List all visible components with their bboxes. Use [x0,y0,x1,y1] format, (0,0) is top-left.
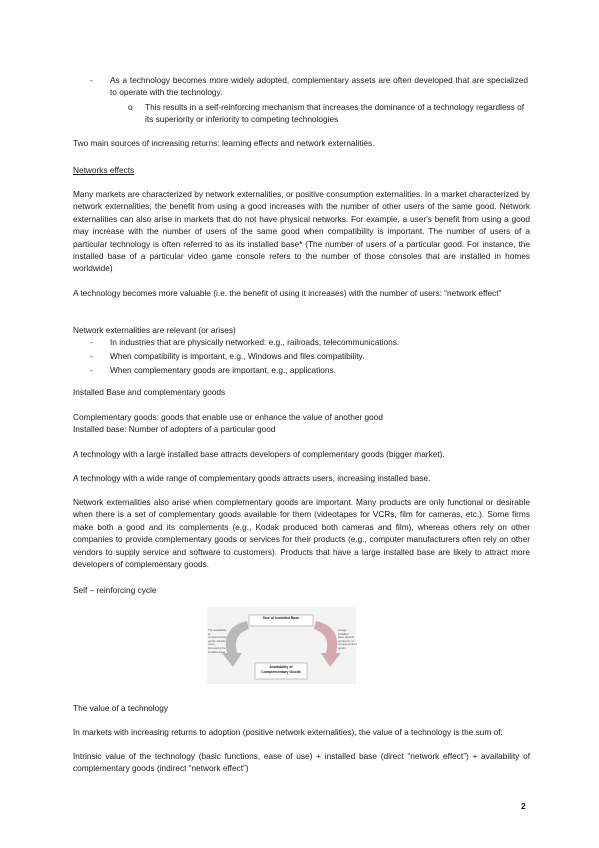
heading-network-effects: Networks effects [73,165,135,175]
paragraph-self-reinforcing: This results in a self-reinforcing mechanism that increases the dominance of a technology regardless of its superiority or inferiority to competing technologies [145,102,525,125]
paragraph-wide-range: A technology with a wide range of complementary goods attracts users, increasing installed base. [73,473,431,483]
bullet-dash: - [90,365,93,375]
bullet-circle: o [128,102,133,112]
bullet-dash: - [90,75,93,85]
page-number: 2 [521,801,526,811]
list-item: In industries that are physically networked: e.g., railroads, telecommunications. [110,337,400,347]
heading-self-reinforcing-cycle: Self – reinforcing cycle [73,585,157,595]
list-item: When complementary goods are important, e.g., applications. [110,365,336,375]
bullet-dash: - [90,337,93,347]
label-size-installed-base: Size of Installed Base [262,616,300,620]
paragraph-more-valuable: A technology becomes more valuable (i.e. the benefit of using it increases) with the number of users: “network effect” [73,288,502,298]
list-item: When compatibility is important, e.g., Windows and files compatibility. [110,351,365,361]
label-availability-line-2: Complementary Goods [261,670,301,674]
paragraph-value-intro: In markets with increasing returns to adoption (positive network externalities), the value of a technology is the sum of: [73,727,503,737]
paragraph-complementary-goods: Network externalities also arise when complementary goods are important. Many products are only functional or desirable when there is a set of complementary goods available for them (videotapes for VCRs, film for cameras, etc.). Some firms make both a good and its complements (e.g., Kodak produced both cameras and film), whereas others rely on other companies to provide complementary goods or services for their products (e.g., computer manufacturers often rely on other vendors to supply service and software to customers). Products that have a large installed base are likely to attract more developers of complementary goods. [73,497,530,570]
label-availability-line-1: Availability of [269,665,293,669]
paragraph-value-formula: Intrinsic value of the technology (basic functions, ease of use) + installed base (direct “network effect”) + availability of complementary goods (indirect “network effect”) [73,751,530,774]
paragraph-network-externalities: Many markets are characterized by network externalities, or positive consumption externalities. In a market characterized by network externalities, the benefit from using a good increases with the number of other users of the same good. Network externalities can also arise in markets that do not have physical networks. For example, a user's benefit from using a good may increase with the number of users of the same good when compatibility is important. The number of users of a particular technology is often referred to as its installed base* (The number of users of a particular good. For instance, the installed base of a particular video game console refers to the number of those consoles that are installed in homes worldwide) [73,189,530,274]
paragraph-large-installed-base: A technology with a large installed base attracts developers of complementary goods (bigger market). [73,449,445,459]
bullet-dash: - [90,351,93,361]
paragraph-relevant-intro: Network externalities are relevant (or arises) [73,325,236,335]
cycle-left-caption: The availability of complementary goods attracts users, increasing the installed base [208,628,228,654]
cycle-right-caption: A large installed base attracts producers of complementary goods [338,628,358,650]
heading-value-technology: The value of a technology [73,703,169,713]
self-reinforcing-cycle-diagram [207,607,356,684]
paragraph-two-sources: Two main sources of increasing returns: learning effects and network externalities. [73,138,375,148]
definition-complementary-goods: Complementary goods: goods that enable use or enhance the value of another good [73,412,383,422]
definition-installed-base: Installed base: Number of adopters of a particular good [73,424,276,434]
paragraph-adoption: As a technology becomes more widely adopted, complementary assets are often developed that are specialized to operate with the technology. [110,75,528,98]
heading-installed-base: Installed Base and complementary goods [73,387,226,397]
